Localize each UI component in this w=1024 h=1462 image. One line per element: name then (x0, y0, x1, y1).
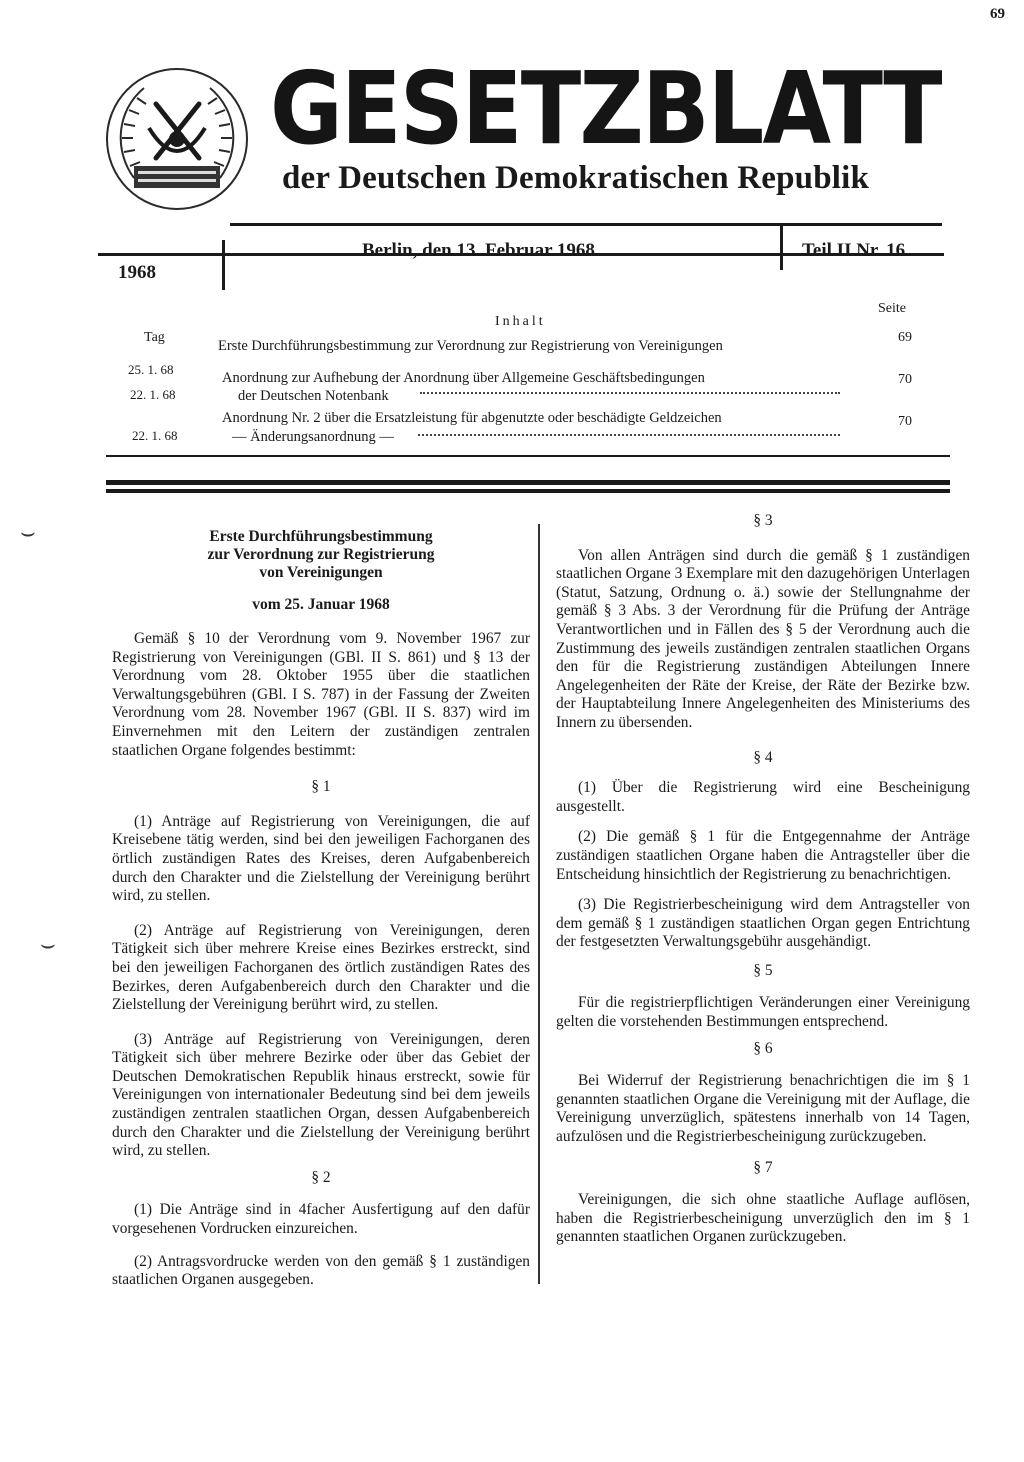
section-2-heading: § 2 (311, 1168, 331, 1186)
section-4-paragraph-3: (3) Die Registrierbescheinigung wird dem Antragsteller von dem gemäß § 1 zuständigen staatlichen Organ gegen Entrichtung der festgesetzten Verwaltungsgebühr ausgehändigt. (556, 896, 970, 951)
issue-part-number: Teil II Nr. 16 (802, 240, 906, 261)
section-1-heading: § 1 (311, 778, 331, 796)
section-1-paragraph-3: (3) Anträge auf Registrierung von Vereinigungen, deren Tätigkeit sich über mehrere Bezirke oder über das Gebiet der Deutschen Demokratischen Republik hinaus erstreckt, sowie für Vereinigungen von internationaler Bedeutung sind bei dem jeweils zuständigen zentralen staatlichen Organ, dessen Aufgabenbereich durch den Charakter und die Zielstellung der Vereinigung berührt wird, zu stellen. (112, 1030, 530, 1160)
masthead-title-box (270, 48, 942, 170)
section-3-paragraph-1: Von allen Anträgen sind durch die gemäß § 1 zuständigen staatlichen Organe 3 Exemplare mit den dazugehörigen Unterlagen (Statut, Satzung, Ordnung o. ä.) sowie der Stellungnahme der gemäß § 3 Abs. 3 der Verordnung für die Prüfung der Anträge Verantwortlichen und in Fällen des § 5 der Verordnung auch die Zustimmung des jeweils zuständigen zentralen staatlichen Organs den für die Registrierung zuständigen Abteilungen Innere Angelegenheiten der Räte der Kreise, der Räte der Bezirke bzw. der Hauptabteilung Innere Angelegenheiten des Ministeriums des Innern zu übersenden. (556, 546, 970, 731)
right-column (556, 512, 970, 1247)
regulation-date: vom 25. Januar 1968 (252, 596, 390, 613)
page-number: 69 (990, 6, 1005, 22)
section-3-heading: § 3 (753, 512, 773, 529)
section-4-paragraph-2: (2) Die gemäß § 1 für die Entgegennahme der Anträge zuständigen staatlichen Organe haben die Antragsteller über die Entscheidung hinsichtlich der Registrierung zu benachrichtigen. (556, 828, 970, 883)
toc-entry-1-title: Erste Durchführungsbestimmung zur Verordnung zur Registrierung von Vereinigungen (218, 338, 723, 354)
issue-bar-divider-right (780, 226, 783, 270)
section-1-paragraph-1: (1) Anträge auf Registrierung von Vereinigungen, die auf Kreisebene tätig werden, sind bei den jeweiligen Fachorganen des örtlich zuständigen Rates des Kreises, deren Aufgabenbereich durch den Charakter und die Zielstellung der Vereinigung berührt wird, zu stellen. (112, 812, 530, 905)
contents-bottom-rule-2 (106, 480, 950, 485)
issue-bar-top-rule (230, 223, 942, 226)
state-emblem (104, 66, 250, 212)
section-6-heading: § 6 (753, 1039, 773, 1057)
section-4-paragraph-1: (1) Über die Registrierung wird eine Bescheinigung ausgestellt. (556, 779, 970, 815)
section-2-paragraph-2: (2) Antragsvordrucke werden von den gemäß § 1 zuständigen staatlichen Organen ausgegeben. (112, 1252, 530, 1289)
margin-mark-1: ⌣ (20, 520, 36, 546)
issue-year: 1968 (118, 262, 156, 283)
contents-col-page: Seite (878, 301, 906, 316)
contents-col-day: Tag (144, 330, 165, 345)
section-5-heading: § 5 (753, 961, 773, 979)
regulation-heading-line-3: von Vereinigungen (259, 564, 383, 581)
toc-entry-3-page: 70 (898, 414, 912, 429)
margin-mark-2: ⌣ (40, 932, 56, 958)
toc-entry-1-date: 25. 1. 68 (128, 362, 174, 377)
toc-entry-2-continuation: der Deutschen Notenbank (238, 388, 389, 404)
section-1-paragraph-2: (2) Anträge auf Registrierung von Vereinigungen, deren Tätigkeit sich über mehrere Kreise eines Bezirkes erstreckt, sind bei den jeweiligen Fachorganen des örtlich zuständigen Rates des Bezirkes, deren Aufgabenbereich durch den Charakter und die Zielstellung der Vereinigung berührt wird, zu stellen. (112, 921, 530, 1014)
column-divider (538, 524, 540, 1284)
toc-entry-3-date: 22. 1. 68 (132, 428, 178, 443)
toc-entry-2-leader (420, 392, 840, 394)
left-column (112, 528, 530, 1290)
toc-entry-3-leader (418, 434, 840, 436)
toc-entry-2-page: 70 (898, 372, 912, 387)
issue-place-date: Berlin, den 13. Februar 1968 (362, 240, 595, 261)
regulation-heading-line-2: zur Verordnung zur Registrierung (207, 546, 435, 563)
section-5-paragraph-1: Für die registrierpflichtigen Veränderungen einer Vereinigung gelten die vorstehenden Bestimmungen entsprechend. (556, 994, 970, 1031)
toc-entry-1-page: 69 (898, 330, 912, 345)
toc-entry-2-title: Anordnung zur Aufhebung der Anordnung über Allgemeine Geschäftsbedingungen (222, 370, 705, 386)
contents-heading: Inhalt (495, 314, 546, 329)
regulation-heading-line-1: Erste Durchführungsbestimmung (209, 528, 433, 545)
toc-entry-2-date: 22. 1. 68 (130, 387, 176, 402)
section-7-heading: § 7 (753, 1158, 773, 1176)
masthead-title: GESETZBLATT (270, 50, 942, 167)
contents-bottom-rule-3 (106, 489, 950, 493)
regulation-heading (112, 528, 530, 582)
masthead-subtitle: der Deutschen Demokratischen Republik (282, 160, 870, 196)
contents-bottom-rule-1 (106, 455, 950, 457)
section-7-paragraph-1: Vereinigungen, die sich ohne staatliche Auflage auflösen, haben die Registrierbescheinigung unverzüglich den im § 1 genannten staatlichen Organen zurückzugeben. (556, 1191, 970, 1246)
toc-entry-3-continuation: — Änderungsanordnung — (232, 429, 394, 445)
preamble: Gemäß § 10 der Verordnung vom 9. November 1967 zur Registrierung von Vereinigungen (GBl. II S. 861) und § 13 der Verordnung vom 28. Oktober 1955 über die staatlichen Verwaltungsgebühren (GBl. I S. 787) in der Fassung der Zweiten Verordnung vom 28. November 1967 (GBl. II S. 837) wird im Einvernehmen mit den Leitern der zuständigen zentralen staatlichen Organe folgendes bestimmt: (112, 630, 530, 759)
issue-bar-divider-left (222, 240, 225, 290)
toc-entry-3-title: Anordnung Nr. 2 über die Ersatzleistung für abgenutzte oder beschädigte Geldzeichen (222, 410, 722, 426)
section-6-paragraph-1: Bei Widerruf der Registrierung benachrichtigen die im § 1 genannten staatlichen Organe die Vereinigung mit der Auflage, die Vereinigung unverzüglich, spätestens innerhalb von 14 Tagen, aufzulösen und die Registrierbescheinigung zurückzugeben. (556, 1072, 970, 1146)
section-4-heading: § 4 (753, 748, 773, 766)
section-2-paragraph-1: (1) Die Anträge sind in 4facher Ausfertigung auf den dafür vorgesehenen Vordrucken einzureichen. (112, 1201, 530, 1238)
